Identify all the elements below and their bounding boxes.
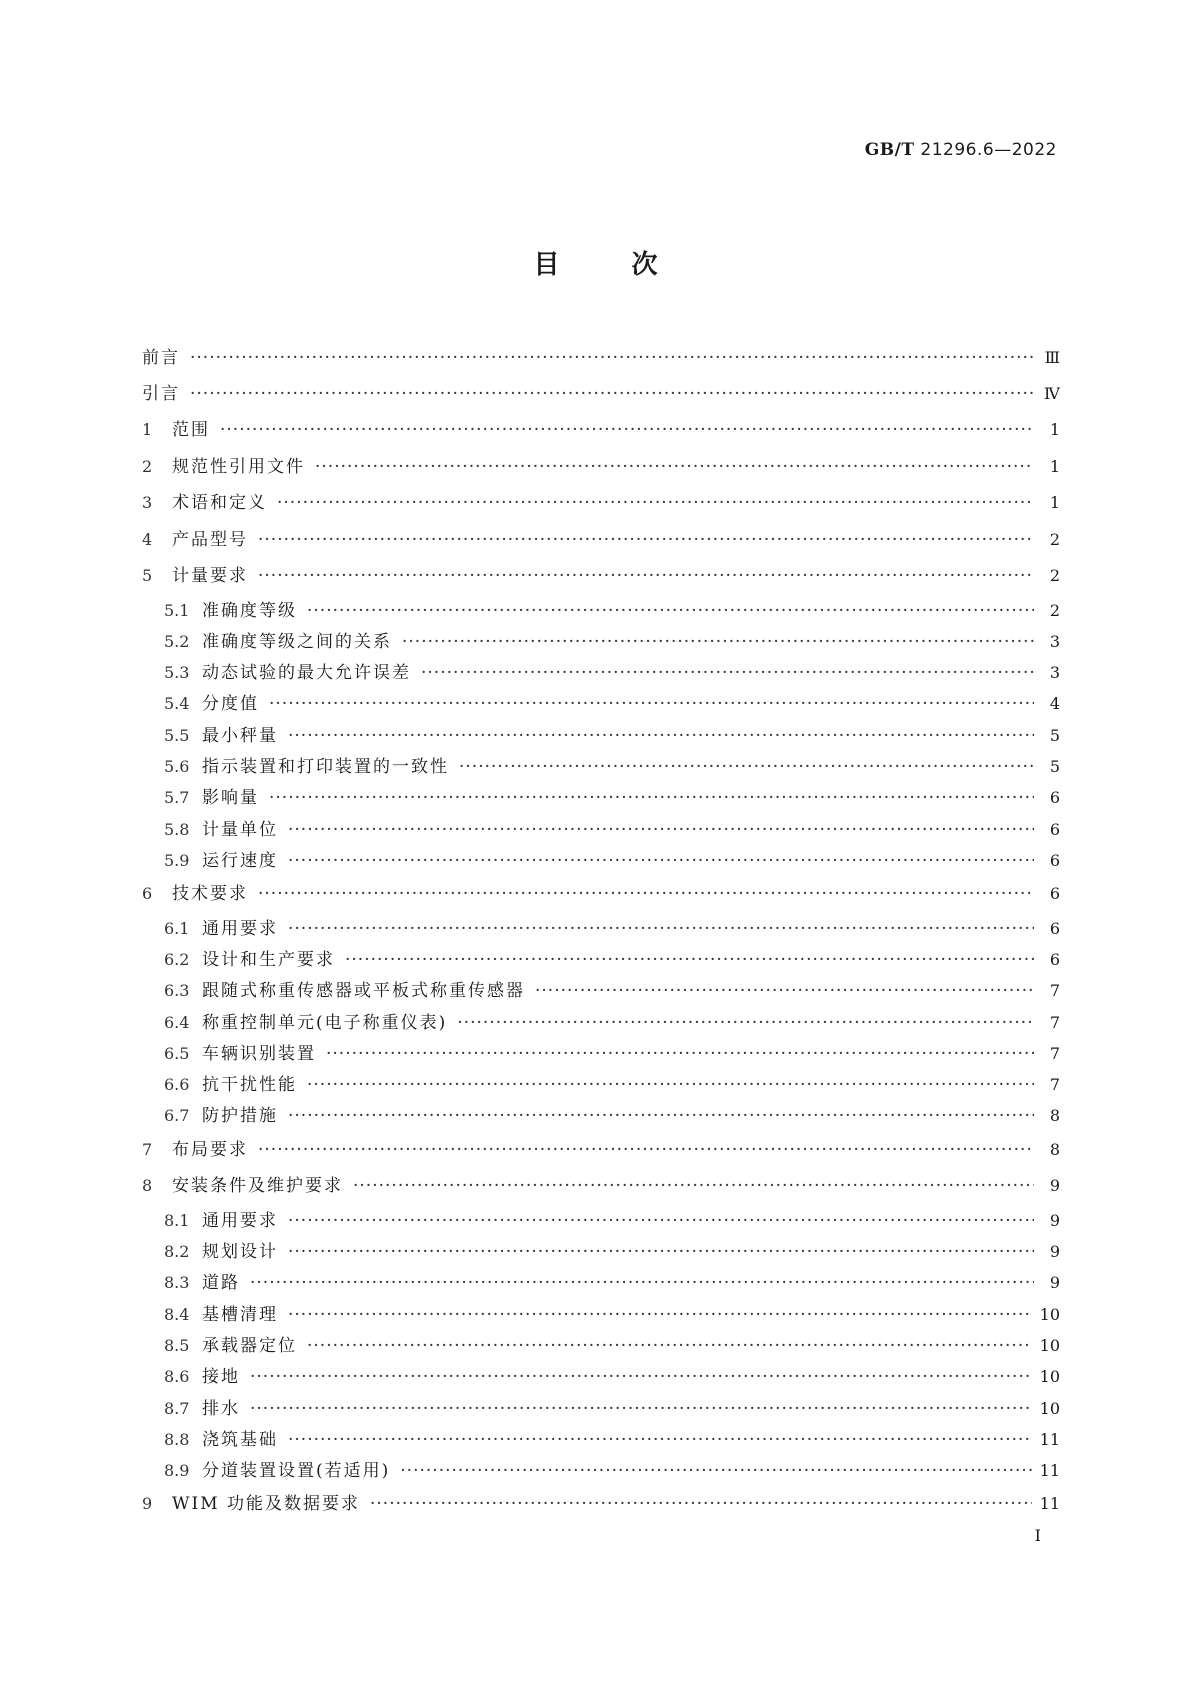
toc-entry-label: 通用要求 xyxy=(202,918,278,939)
standard-number xyxy=(865,140,1057,160)
toc-entry-label: 准确度等级 xyxy=(202,600,297,621)
toc-entry-page: 11 xyxy=(1039,1494,1060,1514)
standard-prefix: GB/T xyxy=(864,140,915,160)
toc-entry-page: 10 xyxy=(1039,1335,1060,1355)
toc-entry[interactable] xyxy=(142,1205,1060,1236)
toc-entry-page: 6 xyxy=(1049,884,1060,904)
page-title xyxy=(0,244,1191,281)
toc-entry[interactable] xyxy=(142,1267,1060,1298)
toc-entry-page: 5 xyxy=(1049,756,1060,776)
toc-leader-dots xyxy=(258,558,1034,595)
toc-entry-label: 指示装置和打印装置的一致性 xyxy=(202,756,449,777)
toc-entry[interactable] xyxy=(142,558,1060,595)
toc-entry-label: 计量要求 xyxy=(172,566,248,586)
toc-entry-label: 车辆识别装置 xyxy=(202,1043,316,1064)
toc-entry-number: 5.1 xyxy=(164,600,190,620)
toc-entry-number: 8.9 xyxy=(164,1461,190,1481)
toc-entry-label: 防护措施 xyxy=(202,1106,278,1127)
toc-leader-dots xyxy=(288,1237,1034,1267)
toc-entry-label: 影响量 xyxy=(202,788,259,809)
toc-entry-page: 4 xyxy=(1049,694,1060,714)
toc-leader-dots xyxy=(288,846,1034,876)
toc-entry-label: 运行速度 xyxy=(202,850,278,871)
toc-entry-page: 3 xyxy=(1049,663,1060,683)
toc-entry-label: 分道装置设置(若适用) xyxy=(202,1461,391,1482)
toc-entry[interactable] xyxy=(142,1486,1060,1523)
toc-leader-dots xyxy=(269,783,1034,813)
toc-entry-page: 8 xyxy=(1049,1106,1060,1126)
toc-entry-page: 7 xyxy=(1049,1043,1060,1063)
toc-entry-label: 接地 xyxy=(202,1367,240,1388)
toc-entry-label: 道路 xyxy=(202,1273,240,1294)
toc-leader-dots xyxy=(459,752,1034,782)
toc-entry-number: 5.3 xyxy=(164,663,190,683)
toc-entry-page: 7 xyxy=(1049,1012,1060,1032)
toc-entry-page: 9 xyxy=(1049,1210,1060,1230)
toc-entry[interactable] xyxy=(142,1455,1060,1486)
toc-leader-dots xyxy=(402,627,1034,657)
toc-entry[interactable] xyxy=(142,1038,1060,1069)
toc-entry-page: 6 xyxy=(1049,850,1060,870)
toc-entry-page: 5 xyxy=(1049,725,1060,745)
toc-entry-number: 8.8 xyxy=(164,1429,190,1449)
toc-entry-number: 8 xyxy=(142,1176,153,1196)
toc-entry[interactable] xyxy=(142,412,1060,449)
toc-entry-page: 6 xyxy=(1049,949,1060,969)
toc-entry-number: 6.6 xyxy=(164,1075,190,1095)
table-of-contents xyxy=(142,340,1060,1523)
toc-entry-number: 6.2 xyxy=(164,949,190,969)
toc-leader-dots xyxy=(421,658,1034,688)
toc-leader-dots xyxy=(307,596,1034,626)
toc-entry[interactable] xyxy=(142,485,1060,522)
toc-entry-number: 8.2 xyxy=(164,1242,190,1262)
toc-entry-label: 排水 xyxy=(202,1398,240,1419)
toc-leader-dots xyxy=(288,815,1034,845)
toc-leader-dots xyxy=(277,485,1034,522)
toc-leader-dots xyxy=(315,449,1034,486)
toc-entry[interactable] xyxy=(142,1299,1060,1330)
toc-entry-label: 引言 xyxy=(142,384,180,404)
toc-entry[interactable] xyxy=(142,1330,1060,1361)
toc-entry-label: WIM 功能及数据要求 xyxy=(172,1494,360,1515)
toc-entry[interactable] xyxy=(142,1361,1060,1392)
toc-entry-page: 9 xyxy=(1049,1273,1060,1293)
toc-entry[interactable] xyxy=(142,876,1060,913)
toc-entry-number: 6.4 xyxy=(164,1012,190,1032)
toc-entry-number: 8.3 xyxy=(164,1273,190,1293)
toc-leader-dots xyxy=(535,976,1034,1006)
toc-leader-dots xyxy=(258,1132,1034,1169)
page-number: Ⅰ xyxy=(1034,1526,1041,1545)
toc-entry-label: 布局要求 xyxy=(172,1139,248,1160)
toc-leader-dots xyxy=(250,1362,1032,1392)
toc-entry-label: 称重控制单元(电子称重仪表) xyxy=(202,1012,448,1033)
toc-entry-page: 10 xyxy=(1039,1304,1060,1324)
toc-entry[interactable] xyxy=(142,522,1060,559)
toc-entry-number: 8.4 xyxy=(164,1304,190,1324)
toc-leader-dots xyxy=(345,945,1034,975)
toc-entry-page: 9 xyxy=(1049,1242,1060,1262)
toc-leader-dots xyxy=(288,721,1034,751)
toc-entry[interactable] xyxy=(142,814,1060,845)
toc-entry[interactable] xyxy=(142,1100,1060,1131)
toc-entry-label: 技术要求 xyxy=(172,884,248,905)
toc-entry-page: 8 xyxy=(1049,1139,1060,1159)
toc-leader-dots xyxy=(288,914,1034,944)
toc-entry-page: 11 xyxy=(1039,1461,1060,1481)
toc-entry[interactable] xyxy=(142,944,1060,975)
toc-leader-dots xyxy=(258,522,1034,559)
toc-entry-number: 5.2 xyxy=(164,631,190,651)
toc-entry-label: 规划设计 xyxy=(202,1242,278,1263)
toc-entry-label: 产品型号 xyxy=(172,529,248,550)
toc-leader-dots xyxy=(326,1039,1034,1069)
toc-leader-dots xyxy=(400,1456,1031,1486)
toc-entry-number: 5.9 xyxy=(164,850,190,870)
toc-entry-label: 分度值 xyxy=(202,694,259,715)
toc-entry-label: 规范性引用文件 xyxy=(172,456,305,477)
toc-entry-label: 设计和生产要求 xyxy=(202,949,335,970)
toc-entry-page: 6 xyxy=(1049,918,1060,938)
toc-entry[interactable] xyxy=(142,657,1060,688)
toc-entry-number: 5 xyxy=(142,566,153,585)
toc-entry-page: Ⅳ xyxy=(1044,384,1060,403)
toc-entry-page: 10 xyxy=(1039,1398,1060,1418)
toc-entry[interactable] xyxy=(142,1424,1060,1455)
toc-entry-page: 9 xyxy=(1049,1176,1060,1196)
toc-entry-page: 10 xyxy=(1039,1367,1060,1387)
toc-entry-page: 3 xyxy=(1049,631,1060,651)
toc-leader-dots xyxy=(457,1008,1034,1038)
toc-entry-number: 6.5 xyxy=(164,1043,190,1063)
toc-entry[interactable] xyxy=(142,1007,1060,1038)
toc-entry[interactable] xyxy=(142,340,1060,376)
toc-leader-dots xyxy=(353,1168,1034,1205)
toc-entry-label: 安装条件及维护要求 xyxy=(172,1176,343,1197)
toc-entry-number: 9 xyxy=(142,1494,153,1514)
toc-entry[interactable] xyxy=(142,1069,1060,1100)
toc-entry-label: 抗干扰性能 xyxy=(202,1075,297,1096)
toc-entry-number: 6.7 xyxy=(164,1106,190,1126)
toc-entry-number: 1 xyxy=(142,420,153,439)
toc-entry-page: 2 xyxy=(1049,566,1060,585)
toc-entry-number: 8.7 xyxy=(164,1398,190,1418)
toc-entry-label: 前言 xyxy=(142,348,180,368)
toc-leader-dots xyxy=(288,1101,1034,1131)
toc-entry-page: 2 xyxy=(1049,600,1060,620)
toc-leader-dots xyxy=(288,1300,1032,1330)
toc-entry-number: 5.5 xyxy=(164,725,190,745)
toc-entry-number: 6 xyxy=(142,884,153,904)
toc-leader-dots xyxy=(190,376,1034,412)
toc-entry-page: Ⅲ xyxy=(1044,348,1060,367)
toc-entry-page: 7 xyxy=(1049,981,1060,1001)
toc-entry-label: 承载器定位 xyxy=(202,1335,297,1356)
toc-entry[interactable] xyxy=(142,1236,1060,1267)
toc-entry-number: 8.5 xyxy=(164,1335,190,1355)
toc-entry[interactable] xyxy=(142,626,1060,657)
toc-entry[interactable] xyxy=(142,1132,1060,1169)
title-char-2: 次 xyxy=(631,250,658,280)
toc-entry-page: 1 xyxy=(1049,456,1060,476)
toc-entry-label: 最小秤量 xyxy=(202,725,278,746)
toc-entry[interactable] xyxy=(142,720,1060,751)
toc-entry-number: 3 xyxy=(142,493,153,512)
title-char-1: 目 xyxy=(533,250,560,280)
toc-entry[interactable] xyxy=(142,751,1060,782)
toc-entry[interactable] xyxy=(142,595,1060,626)
toc-entry-label: 动态试验的最大允许误差 xyxy=(202,663,411,684)
toc-entry[interactable] xyxy=(142,913,1060,944)
toc-leader-dots xyxy=(307,1331,1032,1361)
toc-entry-number: 5.4 xyxy=(164,694,190,714)
toc-leader-dots xyxy=(250,1394,1032,1424)
toc-entry-label: 基槽清理 xyxy=(202,1304,278,1325)
toc-entry-number: 2 xyxy=(142,456,153,476)
toc-entry-page: 11 xyxy=(1039,1429,1060,1449)
toc-leader-dots xyxy=(370,1486,1032,1523)
toc-entry-number: 5.7 xyxy=(164,788,190,808)
toc-leader-dots xyxy=(288,1425,1032,1455)
toc-entry-page: 6 xyxy=(1049,819,1060,839)
toc-entry-label: 跟随式称重传感器或平板式称重传感器 xyxy=(202,981,525,1002)
toc-entry-page: 1 xyxy=(1049,493,1060,512)
toc-entry-page: 6 xyxy=(1049,788,1060,808)
toc-entry-page: 7 xyxy=(1049,1075,1060,1095)
toc-entry-label: 计量单位 xyxy=(202,819,278,840)
toc-entry-label: 通用要求 xyxy=(202,1210,278,1231)
toc-entry-number: 5.8 xyxy=(164,819,190,839)
toc-leader-dots xyxy=(190,340,1034,376)
toc-leader-dots xyxy=(250,1268,1034,1298)
toc-entry-number: 7 xyxy=(142,1139,153,1159)
toc-entry[interactable] xyxy=(142,688,1060,719)
toc-entry[interactable] xyxy=(142,782,1060,813)
toc-entry-label: 范围 xyxy=(172,420,210,440)
toc-leader-dots xyxy=(288,1206,1034,1236)
toc-entry[interactable] xyxy=(142,975,1060,1006)
toc-leader-dots xyxy=(269,689,1034,719)
toc-entry-number: 6.3 xyxy=(164,981,190,1001)
toc-entry-number: 5.6 xyxy=(164,756,190,776)
toc-entry[interactable] xyxy=(142,1168,1060,1205)
toc-entry-number: 6.1 xyxy=(164,918,190,938)
toc-entry-label: 准确度等级之间的关系 xyxy=(202,631,392,652)
toc-leader-dots xyxy=(307,1070,1034,1100)
toc-entry[interactable] xyxy=(142,449,1060,486)
toc-entry-label: 浇筑基础 xyxy=(202,1429,278,1450)
standard-code: 21296.6—2022 xyxy=(920,140,1057,160)
toc-entry-label: 术语和定义 xyxy=(172,493,267,513)
toc-entry[interactable] xyxy=(142,376,1060,412)
toc-entry-number: 4 xyxy=(142,529,153,549)
toc-entry[interactable] xyxy=(142,845,1060,876)
toc-leader-dots xyxy=(220,412,1034,449)
toc-entry[interactable] xyxy=(142,1393,1060,1424)
toc-entry-page: 1 xyxy=(1049,420,1060,439)
toc-entry-number: 8.1 xyxy=(164,1210,190,1230)
toc-entry-page: 2 xyxy=(1049,529,1060,549)
toc-leader-dots xyxy=(258,876,1034,913)
toc-entry-number: 8.6 xyxy=(164,1367,190,1387)
